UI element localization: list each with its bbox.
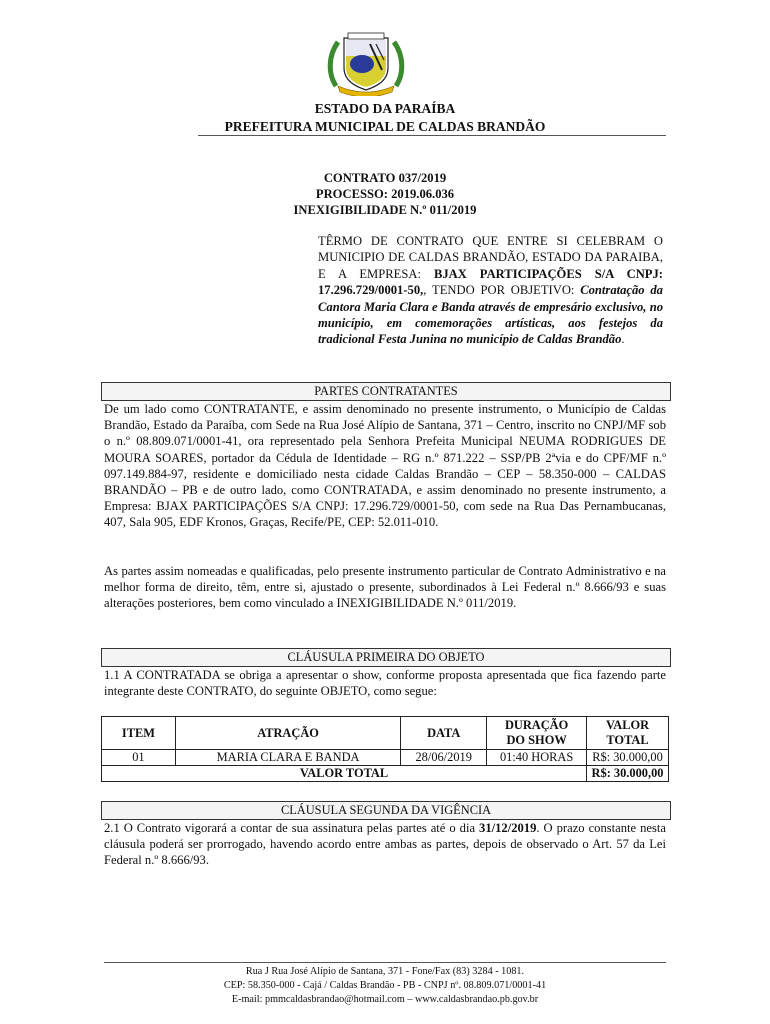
- term-mid: , TENDO POR OBJETIVO:: [423, 283, 581, 298]
- validity-date: 31/12/2019: [479, 821, 537, 835]
- term-intro: TÊRMO DE CONTRATO QUE ENTRE SI CELEBRAM O MUNICIPIO DE CALDAS BRANDÃO, ESTADO DA PARAIBA, E A EMPRESA:: [318, 234, 663, 281]
- header-item: ITEM: [102, 717, 176, 750]
- process-number: PROCESSO: 2019.06.036: [315, 187, 455, 201]
- clause2-heading: CLÁUSULA SEGUNDA DA VIGÊNCIA: [101, 801, 671, 820]
- term-objective: Contratação da Cantora Maria Clara e Banda através de empresário exclusivo, no município, em comemorações artísticas, aos festejos da tradicional Festa Junina no município de Caldas Brandão: [318, 283, 663, 347]
- table-header-row: [102, 717, 669, 750]
- cell-date: 28/06/2019: [401, 750, 487, 766]
- coat-of-arms-icon: [326, 30, 406, 96]
- cell-item: 01: [102, 750, 176, 766]
- clause1-heading: CLÁUSULA PRIMEIRA DO OBJETO: [101, 648, 671, 667]
- clause1-text: 1.1 A CONTRATADA se obriga a apresentar o show, conforme proposta apresentada que fica fazendo parte integrante deste CONTRATO, do seguinte OBJETO, como segue:: [104, 668, 666, 699]
- prefecture-heading: PREFEITURA MUNICIPAL DE CALDAS BRANDÃO: [224, 119, 546, 134]
- inexigibility-number: INEXIGIBILIDADE N.º 011/2019: [293, 203, 477, 217]
- cell-attraction: MARIA CLARA E BANDA: [175, 750, 400, 766]
- footer-address: Rua J Rua José Alípio de Santana, 371 - Fone/Fax (83) 3284 - 1081.: [245, 966, 525, 977]
- footer-contact: E-mail: pmmcaldasbrandao@hotmail.com – www.caldasbrandao.pb.gov.br: [231, 994, 539, 1005]
- cell-duration: 01:40 HORAS: [487, 750, 587, 766]
- term-company: BJAX PARTICIPAÇÕES S/A CNPJ: 17.296.729/0001-50,: [318, 266, 663, 298]
- cell-value: R$: 30.000,00: [587, 750, 669, 766]
- state-heading: ESTADO DA PARAÍBA: [314, 101, 456, 116]
- table-total-row: [102, 766, 669, 782]
- table-row: [102, 750, 669, 766]
- header-attraction: ATRAÇÃO: [175, 717, 400, 750]
- parties-heading: PARTES CONTRATANTES: [101, 382, 671, 401]
- parties-paragraph: De um lado como CONTRATANTE, e assim denominado no presente instrumento, o Município de Caldas Brandão, Estado da Paraíba, com Sede na Rua José Alípio de Santana, 371 – Centro, inscrito no CNPJ/MF sob o n.º 08.809.071/0001-41, ora representado pela Senhora Prefeita Municipal NEUMA RODRIGUES DE MOURA SOARES, portador da Cédula de Identidade – RG n.º 871.222 – SSP/PB 2ªvia e do CPF/MF n.º 097.149.884-97, residente e domiciliado nesta cidade Caldas Brandão – CEP – 58.350-000 – CALDAS BRANDÃO – PB e de outro lado, como CONTRATADA, e assim denominado no presente instrumento, a Empresa: BJAX PARTICIPAÇÕES S/A CNPJ: 17.296.729/0001-50, com sede na Rua Das Pernambucanas, 407, Sala 905, EDF Kronos, Graças, Recife/PE, CEP: 52.011-010.: [104, 402, 666, 530]
- total-label: VALOR TOTAL: [102, 766, 587, 782]
- header-duration: DURAÇÃO DO SHOW: [487, 717, 587, 750]
- header-date: DATA: [401, 717, 487, 750]
- contract-term: [318, 233, 663, 348]
- footer-cep: CEP: 58.350-000 - Cajá / Caldas Brandão - PB - CNPJ nº. 08.809.071/0001-41: [223, 980, 547, 991]
- clause2-text: 2.1 O Contrato vigorará a contar de sua assinatura pelas partes até o dia 31/12/2019. O prazo constante nesta cláusula poderá ser prorrogado, havendo acordo entre ambas as partes, depois de observado o Art. 57 da Lei Federal n.º 8.666/93.: [104, 821, 666, 868]
- header-divider: [198, 135, 666, 136]
- contract-number: CONTRATO 037/2019: [323, 171, 447, 185]
- items-table: [101, 716, 669, 782]
- header-value: VALOR TOTAL: [587, 717, 669, 750]
- term-end: .: [621, 332, 625, 347]
- municipal-seal: [326, 30, 406, 96]
- total-value: R$: 30.000,00: [587, 766, 669, 782]
- agreement-paragraph: As partes assim nomeadas e qualificadas, pelo presente instrumento particular de Contrato Administrativo e na melhor forma de direito, têm, entre si, ajustado o presente, subordinados à Lei Federal n.º 8.666/93 e suas alterações posteriores, bem como vinculado a INEXIGIBILIDADE N.º 011/2019.: [104, 564, 666, 611]
- footer-divider: [104, 962, 666, 963]
